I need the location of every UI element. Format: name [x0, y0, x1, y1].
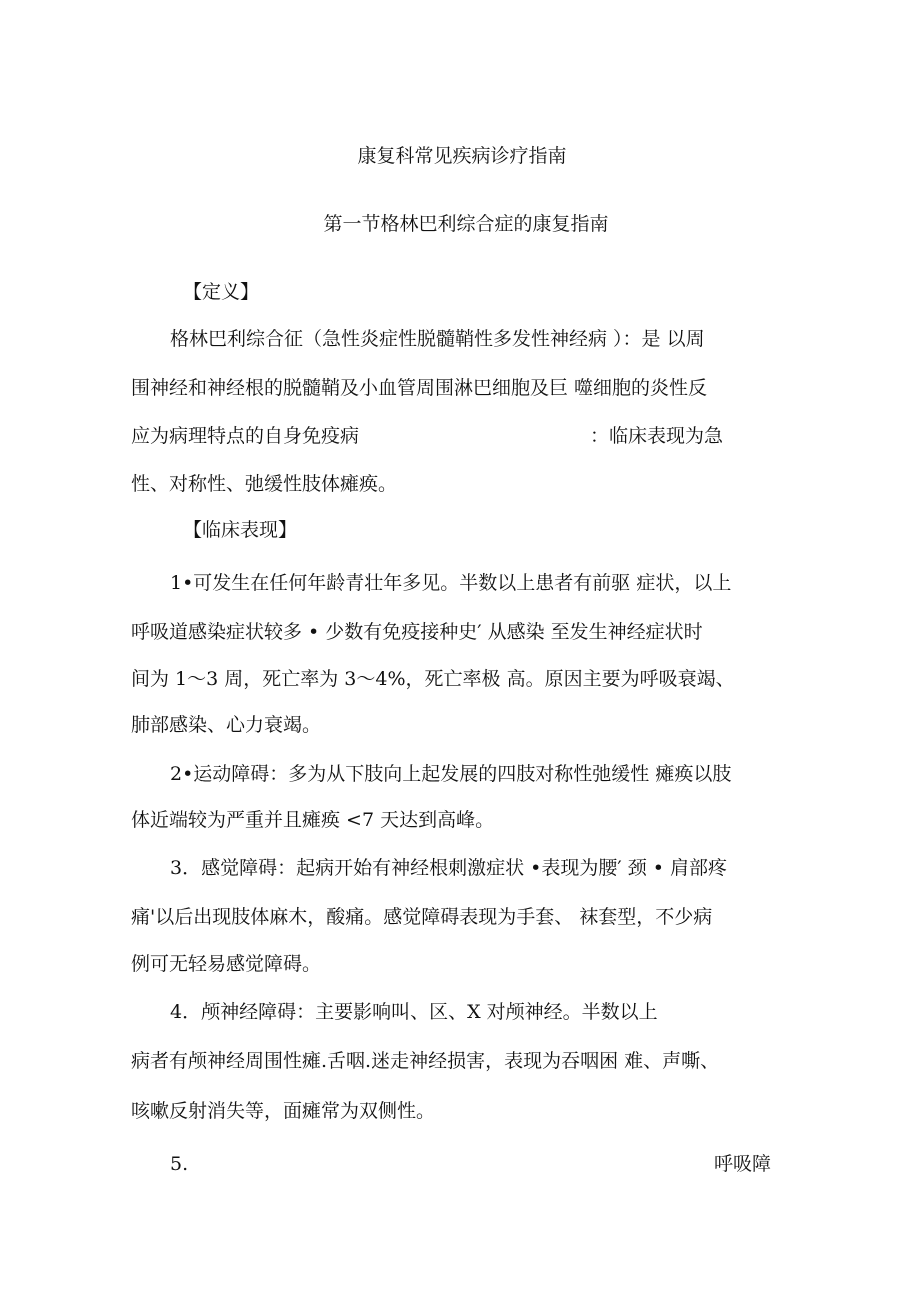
paragraph-line: 痛'以后出现肢体麻木，酸痛。感觉障碍表现为手套、 袜套型，不少病: [131, 906, 713, 928]
paragraph-line: 间为 1～3 周，死亡率为 3～4%，死亡率极 高。原因主要为呼吸衰竭、: [131, 668, 735, 690]
paragraph-line: 呼吸道感染症状较多 • 少数有免疫接种史′ 从感染 至发生神经症状时: [131, 621, 703, 643]
page-title: 康复科常见疾病诊疗指南: [357, 145, 567, 167]
paragraph-line: 呼吸障: [714, 1153, 772, 1175]
definition-heading: 【定义】: [183, 281, 260, 303]
definition-line: 格林巴利综合征（急性炎症性脱髓鞘性多发性神经病 ）：是 以周: [170, 328, 705, 350]
definition-line: 应为病理特点的自身免疫病: [131, 425, 360, 447]
paragraph-line: 例可无轻易感觉障碍。: [131, 953, 322, 975]
paragraph-line: 1•可发生在任何年龄青壮年多见。半数以上患者有前驱 症状，以上: [170, 572, 732, 594]
paragraph-line: 3．感觉障碍：起病开始有神经根刺激症状 •表现为腰′ 颈 • 肩部疼: [170, 857, 727, 879]
definition-line: 围神经和神经根的脱髓鞘及小血管周围淋巴细胞及巨 噬细胞的炎性反: [131, 377, 708, 399]
paragraph-line: 肺部感染、心力衰竭。: [131, 714, 322, 736]
clinical-heading: 【临床表现】: [183, 519, 298, 541]
paragraph-line: 2•运动障碍：多为从下肢向上起发展的四肢对称性弛缓性 瘫痪以肢: [170, 763, 732, 785]
definition-line: ：临床表现为急: [590, 425, 724, 447]
paragraph-line: 体近端较为严重并且瘫痪 <7 天达到高峰。: [131, 809, 495, 831]
definition-line: 性、对称性、弛缓性肢体瘫痪。: [131, 473, 398, 495]
paragraph-line: 咳嗽反射消失等，面瘫常为双侧性。: [131, 1100, 436, 1122]
item-number: 5.: [170, 1153, 189, 1175]
paragraph-line: 4．颅神经障碍：主要影响叫、区、X 对颅神经。半数以上: [170, 1001, 658, 1023]
paragraph-line: 病者有颅神经周围性瘫.舌咽.迷走神经损害，表现为吞咽困 难、声嘶、: [131, 1050, 720, 1072]
section-title: 第一节格林巴利综合症的康复指南: [323, 213, 609, 235]
